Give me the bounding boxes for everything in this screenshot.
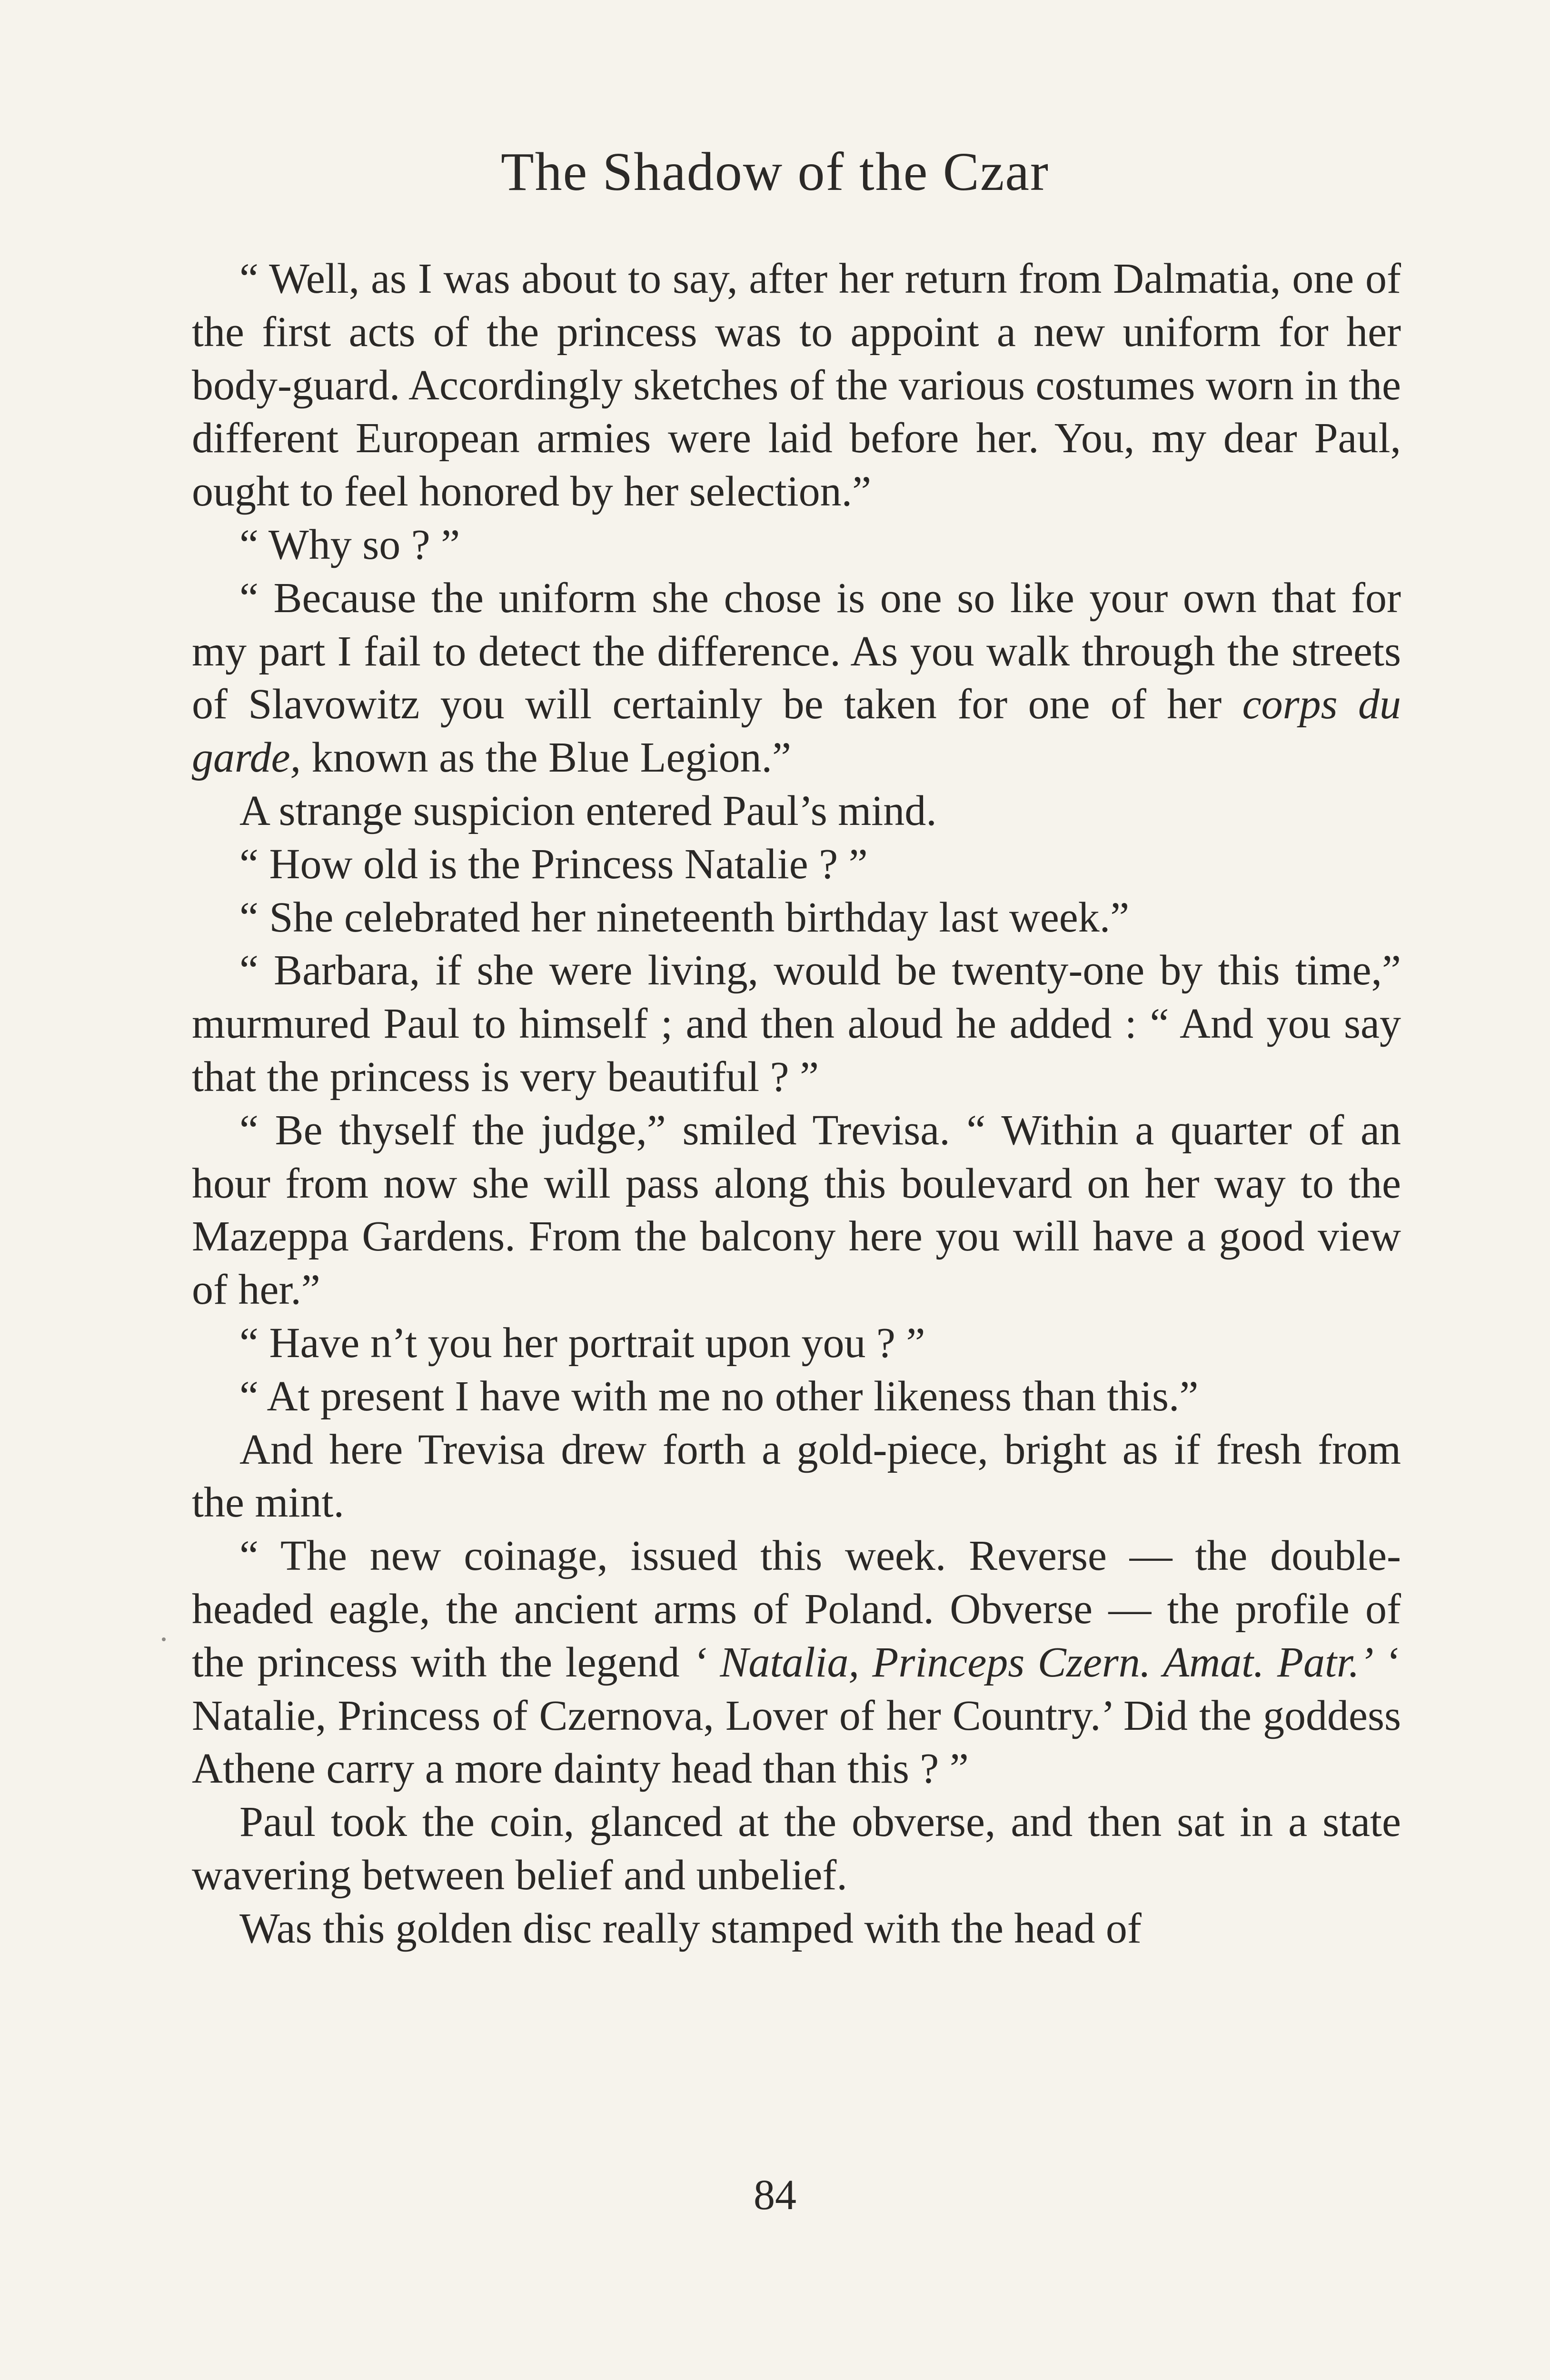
paragraph: [192, 1529, 1401, 1795]
paragraph: [192, 572, 1401, 784]
paragraph-text: “ Because the uniform she chose is one so like your own that for my part I fail to detect the difference. As you walk through the streets of Slavowitz you will certainly be taken for one of her: [192, 574, 1401, 728]
italic-phrase: corps du garde,: [192, 681, 1401, 782]
paragraph: “ At present I have with me no other likeness than this.”: [239, 1372, 1199, 1420]
paragraph: “ How old is the Princess Natalie ? ”: [239, 840, 868, 888]
body-text: [192, 252, 1401, 1955]
page-number: 84: [754, 2172, 796, 2219]
paragraph: A strange suspicion entered Paul’s mind.: [239, 787, 937, 834]
paragraph: “ Have n’t you her portrait upon you ? ”: [239, 1319, 925, 1367]
paragraph: And here Trevisa drew forth a gold-piece, bright as if fresh from the mint.: [192, 1426, 1401, 1527]
italic-legend: ‘ Natalia, Princeps Czern. Amat. Patr.’: [692, 1638, 1374, 1686]
paragraph: “ Be thyself the judge,” smiled Trevisa. “ Within a quarter of an hour from now she will pass along this boulevard on her way to the Mazeppa Gardens. From the balcony here you will have a good view of her.”: [192, 1106, 1401, 1314]
paragraph-text: known as the Blue Legion.”: [311, 734, 791, 782]
paragraph: “ Well, as I was about to say, after her return from Dalmatia, one of the first acts of the princess was to appoint a new uniform for her body-guard. Accordingly sketches of the various costumes worn in the different European armies were laid before her. You, my dear Paul, ought to feel honored by her selection.”: [192, 255, 1401, 516]
paragraph-text: “ The new coinage, issued this week. Reverse — the double-headed eagle, the ancient arms of Poland. Obverse — the profile of the princess with the legend: [192, 1532, 1401, 1686]
paragraph: “ She celebrated her nineteenth birthday last week.”: [239, 893, 1130, 941]
margin-speck: [162, 1637, 166, 1641]
paragraph-text: ‘ Natalie, Princess of Czernova, Lover of her Country.’ Did the goddess Athene carry a more dainty head than this ? ”: [192, 1638, 1401, 1793]
running-head: The Shadow of the Czar: [501, 141, 1049, 202]
paragraph: Was this golden disc really stamped with the head of: [239, 1904, 1142, 1952]
paragraph: Paul took the coin, glanced at the obverse, and then sat in a state wavering between belief and unbelief.: [192, 1798, 1401, 1899]
paragraph: “ Barbara, if she were living, would be twenty-one by this time,” murmured Paul to himself ; and then aloud he added : “ And you say that the princess is very beautiful ? ”: [192, 947, 1401, 1101]
paragraph: “ Why so ? ”: [239, 521, 460, 568]
